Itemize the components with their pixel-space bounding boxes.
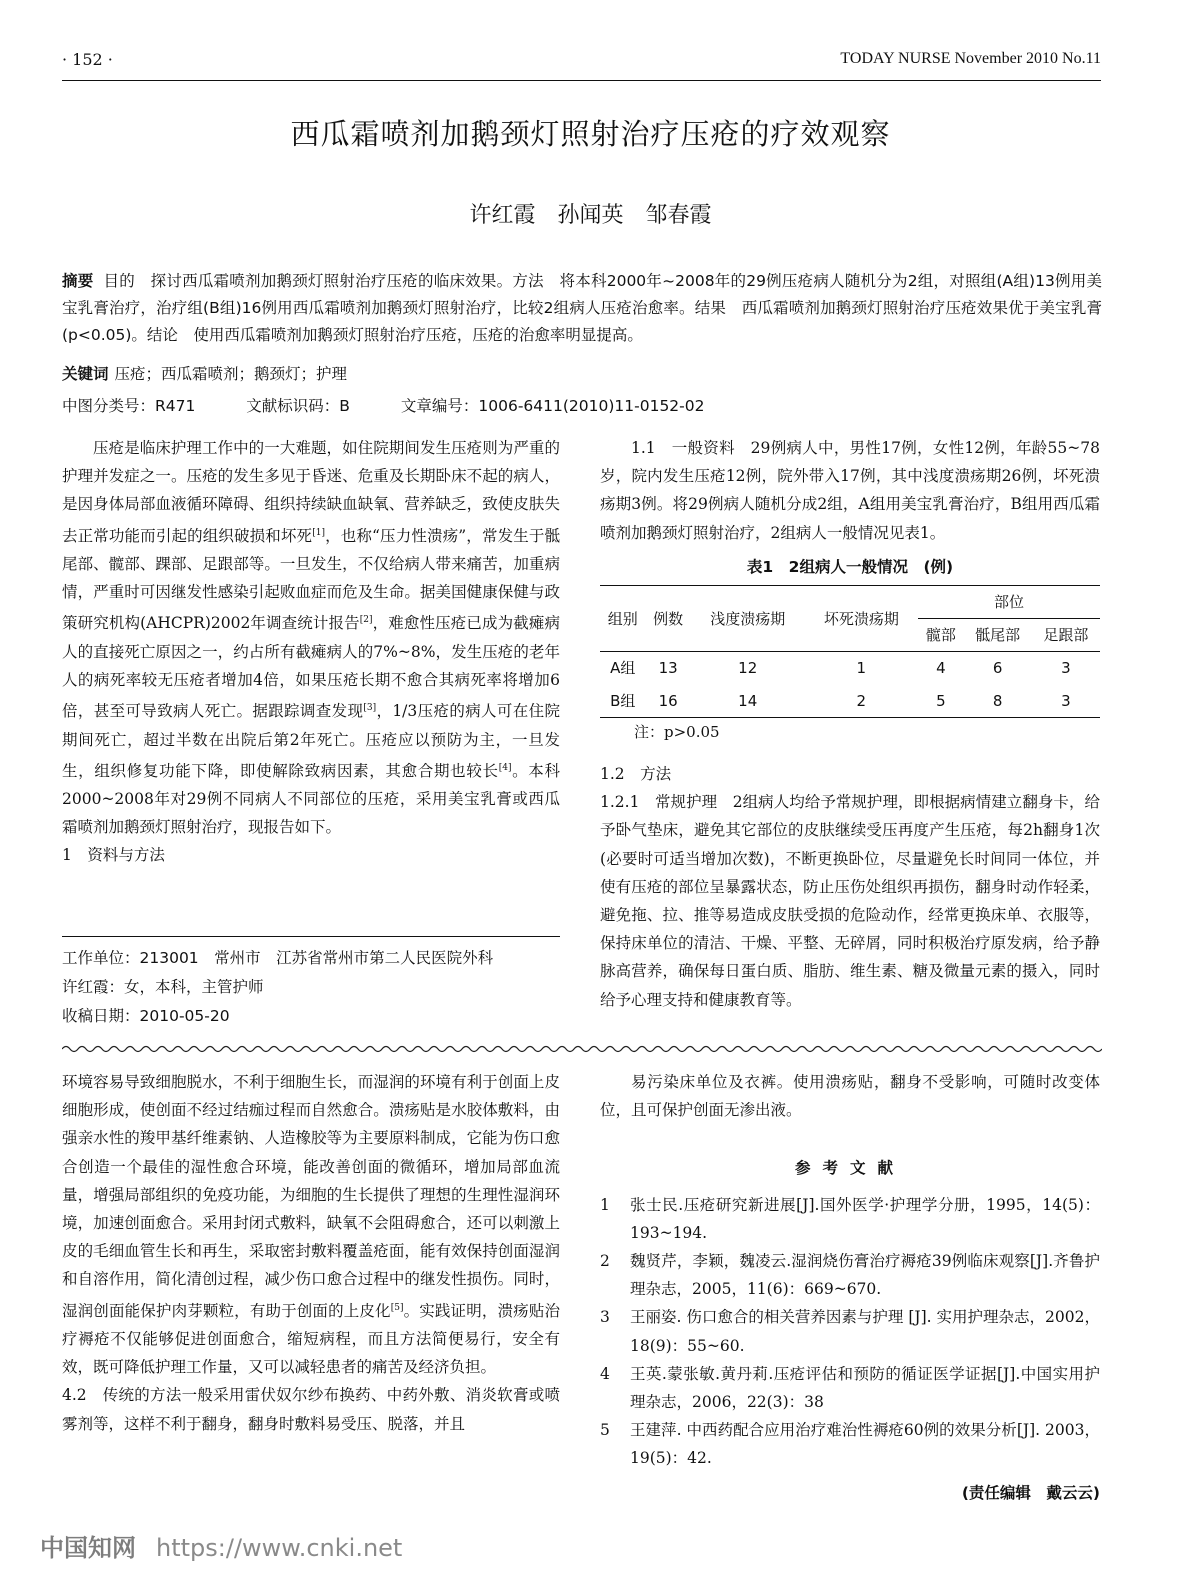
references-list	[600, 1191, 1100, 1473]
keywords-text: 压疮；西瓜霜喷剂；鹅颈灯；护理	[114, 365, 348, 383]
th-heel: 足跟部	[1043, 626, 1089, 645]
section-1-2-1: 1.2.1 常规护理 2组病人均给予常规护理，即根据病情建立翻身卡，给予卧气垫床，避免其它部位的皮肤继续受压再度产生压疮，每2h翻身1次(必要时可适当增加次数)，不断更换卧位，尽量避免长时间同一体位，并使有压疮的部位呈暴露状态，防止压伤处组织再损伤，翻身时动作轻柔，避免拖、拉、推等易造成皮肤受损的危险动作，经常更换床单、衣服等，保持床单位的清洁、干燥、平整、无碎屑，同时积极治疗原发病，给予静脉高营养，确保每日蛋白质、脂肪、维生素、糖及微量元素的摄入，同时给予心理支持和健康教育等。	[600, 793, 1100, 1009]
table-row: A组 13 12 1 4 6 3	[610, 659, 1071, 678]
article-title: 西瓜霜喷剂加鹅颈灯照射治疗压疮的疗效观察	[290, 117, 891, 151]
abstract	[62, 268, 1102, 349]
body-column-right	[600, 434, 1100, 1014]
lower-column-right	[600, 1068, 1100, 1507]
footnote-author: 许红霞：女，本科，主管护师	[62, 978, 264, 996]
table-note: 注：p>0.05	[634, 722, 720, 741]
th-site: 部位	[918, 586, 1100, 619]
reference-item: 2 魏贤芹，李颖，魏凌云.湿润烧伤膏治疗褥疮39例临床观察[J].齐鲁护理杂志，2005，11(6)：669~670.	[600, 1252, 1100, 1299]
footnote-affiliation: 工作单位：213001 常州市 江苏省常州市第二人民医院外科	[62, 949, 494, 967]
citation-3[interactable]: [3]	[363, 703, 377, 714]
section-4-2: 4.2 传统的方法一般采用雷伏奴尔纱布换药、中药外敷、消炎软膏或喷雾剂等，这样不利于翻身，翻身时敷料易受压、脱落，并且	[62, 1386, 560, 1433]
reference-item: 3 王丽姿. 伤口愈合的相关营养因素与护理 [J]. 实用护理杂志，2002，18(9)：55~60.	[600, 1308, 1100, 1355]
section-1-2: 1.2 方法	[600, 765, 672, 784]
citation-4[interactable]: [4]	[498, 762, 512, 773]
page-header	[62, 50, 1101, 81]
cnki-url[interactable]: https://www.cnki.net	[156, 1534, 403, 1562]
th-necrotic: 坏死溃疡期	[805, 586, 919, 652]
citation-2[interactable]: [2]	[359, 615, 373, 626]
reference-item: 5 王建萍. 中西药配合应用治疗难治性褥疮60例的效果分析[J]. 2003，19(5)：42.	[600, 1421, 1100, 1468]
abstract-label: 摘要	[62, 272, 94, 290]
section-1-1: 1.1 一般资料 29例病人中，男性17例，女性12例，年龄55~78岁，院内发生压疮12例，院外带入17例，其中浅度溃疡期26例，坏死溃疡期3例。将29例病人随机分成2组，A组用美宝乳膏治疗，B组用西瓜霜喷剂加鹅颈灯照射治疗，2组病人一般情况见表1。	[600, 439, 1100, 542]
references-title: 参考文献	[794, 1159, 905, 1178]
citation-1[interactable]: [1]	[312, 527, 325, 538]
column-break-wave	[62, 1043, 1102, 1055]
journal-info: TODAY NURSE November 2010 No.11	[840, 50, 1101, 67]
footnote	[62, 944, 560, 1031]
lower-left-paragraph: 环境容易导致细胞脱水，不利于细胞生长，而湿润的环境有利于创面上皮细胞形成，使创面不经过结痂过程而自然愈合。溃疡贴是水胶体敷料，由强亲水性的羧甲基纤维素钠、人造橡胶等为主要原料制成，它能为伤口愈合创造一个最佳的湿性愈合环境，能改善创面的微循环，增加局部血流量，增强局部组织的免疫功能，为细胞的生长提供了理想的生理性湿润环境，加速创面愈合。采用封闭式敷料，缺氧不会阻碍愈合，还可以刺激上皮的毛细血管生长和再生，采取密封敷料覆盖疮面，能有效保持创面湿润和自溶作用，简化清创过程，减少伤口愈合过程中的继发性损伤。同时，湿润创面能保护肉芽颗粒，有助于创面的上皮化[5]。实践证明，溃疡贴治疗褥疮不仅能够促进创面愈合，缩短病程，而且方法简便易行，安全有效，既可降低护理工作量，又可以减轻患者的痛苦及经济负担。	[62, 1073, 560, 1377]
lower-column-left	[62, 1068, 560, 1438]
body-column-left	[62, 434, 560, 870]
table-row: B组 16 14 2 5 8 3	[600, 685, 1100, 718]
keywords	[62, 362, 1102, 384]
intro-paragraph: 压疮是临床护理工作中的一大难题，如住院期间发生压疮则为严重的护理并发症之一。压疮的发生多见于昏迷、危重及长期卧床不起的病人，是因身体局部血液循环障碍、组织持续缺血缺氧、营养缺乏，致使皮肤失去正常功能而引起的组织破损和坏死[1]，也称“压力性溃疡”，常发生于骶尾部、髋部、踝部、足跟部等。一旦发生，不仅给病人带来痛苦，加重病情，严重时可因继发性感染引起败血症而危及生命。据美国健康保健与政策研究机构(AHCPR)2002年调查统计报告[2]，难愈性压疮已成为截瘫病人的直接死亡原因之一，约占所有截瘫病人的7%~8%，发生压疮的老年人的病死率较无压疮者增加4倍，如果压疮长期不愈合其病死率将增加6倍，甚至可导致病人死亡。据跟踪调查发现[3]，1/3压疮的病人可在住院期间死亡，超过半数在出院后第2年死亡。压疮应以预防为主，一旦发生，组织修复功能下降，即使解除致病因素，其愈合期也较长[4]。本科2000~2008年对29例不同病人不同部位的压疮，采用美宝乳膏或西瓜霜喷剂加鹅颈灯照射治疗，现报告如下。	[62, 439, 560, 837]
th-hip: 髋部	[925, 626, 956, 645]
section-heading-1: 1 资料与方法	[62, 846, 165, 865]
footnote-divider	[62, 936, 560, 937]
table-caption: 表1 2组病人一般情况 (例)	[746, 557, 954, 576]
citation-5[interactable]: [5]	[390, 1302, 404, 1313]
clc-number: 中图分类号：R471	[62, 397, 196, 415]
keywords-label: 关键词	[62, 365, 109, 383]
document-code: 文献标识码：B	[246, 397, 350, 415]
responsible-editor: (责任编辑 戴云云)	[961, 1483, 1100, 1502]
th-sacral: 骶尾部	[975, 626, 1021, 645]
th-group: 组别	[600, 586, 645, 652]
th-shallow: 浅度溃疡期	[691, 586, 805, 652]
reference-item: 1 张士民.压疮研究新进展[J].国外医学·护理学分册，1995，14(5)：193~194.	[600, 1195, 1100, 1242]
cnki-logo: 中国知网	[40, 1534, 136, 1562]
th-count: 例数	[645, 586, 690, 652]
footnote-received-date: 收稿日期：2010-05-20	[62, 1007, 230, 1025]
classification-line	[62, 394, 750, 416]
abstract-text: 目的 探讨西瓜霜喷剂加鹅颈灯照射治疗压疮的临床效果。方法 将本科2000年~2008年的29例压疮病人随机分为2组，对照组(A组)13例用美宝乳膏治疗，治疗组(B组)16例用西瓜霜喷剂加鹅颈灯照射治疗，比较2组病人压疮治愈率。结果 西瓜霜喷剂加鹅颈灯照射治疗压疮效果优于美宝乳膏(p<0.05)。结论 使用西瓜霜喷剂加鹅颈灯照射治疗压疮，压疮的治愈率明显提高。	[62, 272, 1102, 344]
article-authors: 许红霞 孙闻英 邹春霞	[469, 203, 712, 228]
page-number: · 152 ·	[62, 50, 113, 69]
article-number: 文章编号：1006-6411(2010)11-0152-02	[400, 397, 705, 415]
patient-table	[600, 585, 1100, 718]
reference-item: 4 王英.蒙张敏.黄丹莉.压疮评估和预防的循证医学证据[J].中国实用护理杂志，2006，22(3)：38	[600, 1364, 1100, 1412]
cnki-watermark	[40, 1528, 402, 1563]
lower-right-paragraph: 易污染床单位及衣裤。使用溃疡贴，翻身不受影响，可随时改变体位，且可保护创面无渗出液。	[600, 1073, 1100, 1120]
